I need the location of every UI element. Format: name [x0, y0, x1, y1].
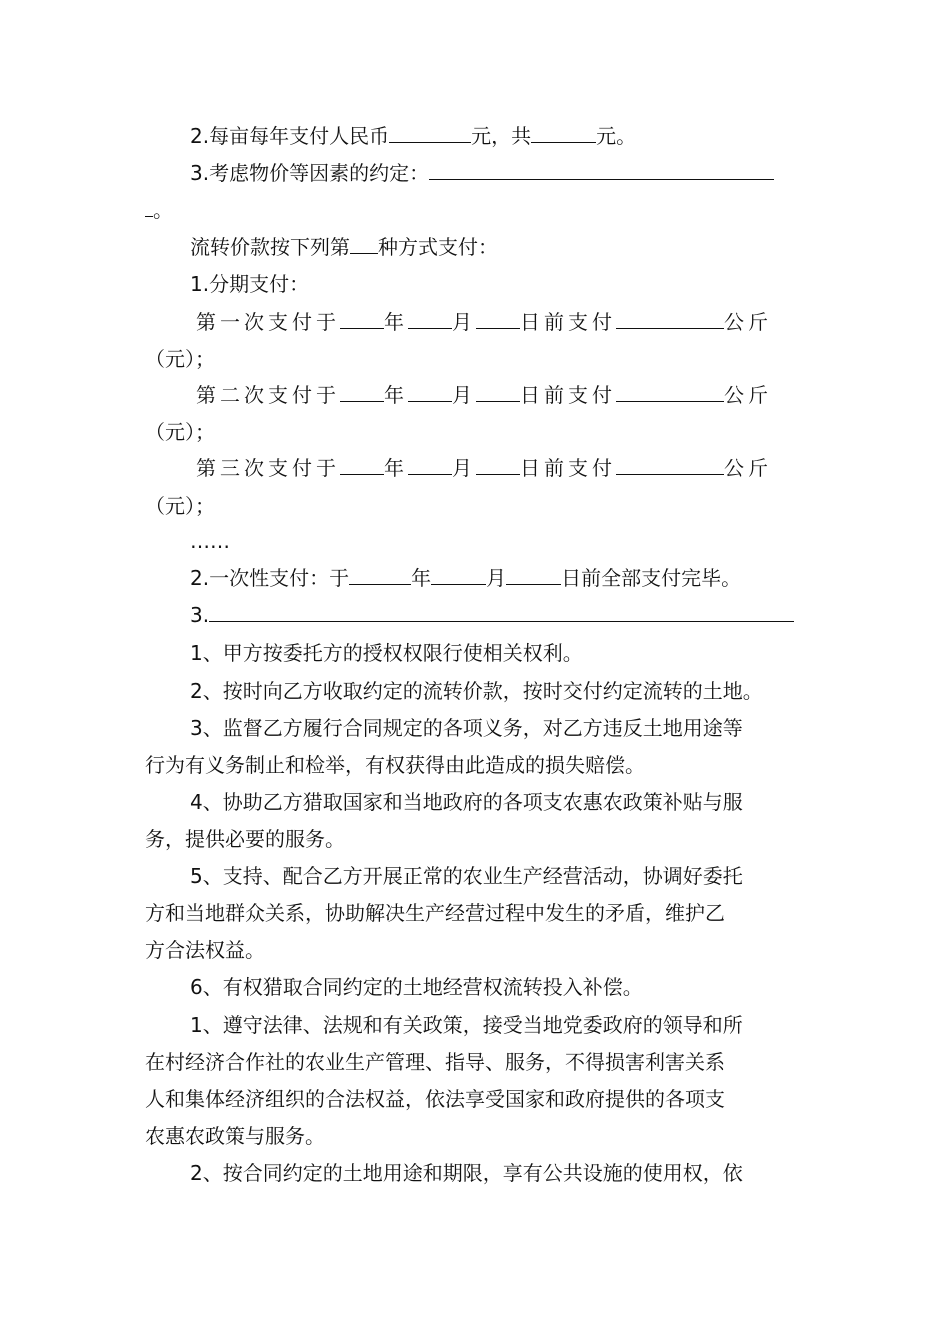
line-text: 在村经济合作社的农业生产管理、指导、服务，不得损害利害关系	[145, 1050, 725, 1074]
text-line-6	[196, 304, 820, 341]
text-line-18	[145, 747, 820, 784]
line-text: 种方式支付：	[378, 235, 498, 259]
fill-in-blank	[429, 160, 774, 180]
line-text: 日前全部支付完毕。	[561, 566, 742, 590]
text-line-13	[190, 560, 820, 597]
fill-in-blank	[408, 455, 452, 475]
line-text: ……	[190, 529, 230, 553]
fill-in-blank	[209, 602, 794, 622]
text-line-25	[190, 1007, 820, 1044]
fill-in-blank	[340, 382, 384, 402]
line-text: 日前支付	[520, 310, 616, 334]
line-text: 月	[452, 456, 476, 480]
fill-in-blank	[349, 565, 411, 585]
line-text: 农惠农政策与服务。	[145, 1124, 325, 1148]
text-line-5	[190, 266, 820, 303]
line-text: 。	[153, 198, 173, 222]
line-text: 3、监督乙方履行合同规定的各项义务，对乙方违反土地用途等	[190, 716, 743, 740]
text-line-26	[145, 1044, 820, 1081]
line-text: 2.一次性支付：于	[190, 566, 350, 590]
line-text: （元）；	[145, 420, 215, 444]
fill-in-blank	[616, 309, 724, 329]
line-text: 4、协助乙方猎取国家和当地政府的各项支农惠农政策补贴与服	[190, 790, 743, 814]
text-line-28	[145, 1118, 820, 1155]
fill-in-blank	[408, 309, 452, 329]
text-line-10	[196, 450, 820, 487]
line-text: 3.考虑物价等因素的约定：	[190, 161, 430, 185]
text-line-15	[190, 635, 820, 672]
text-line-1	[190, 118, 820, 155]
text-line-2	[190, 155, 820, 192]
line-text: 元。	[596, 124, 637, 148]
line-text: 6、有权猎取合同约定的土地经营权流转投入补偿。	[190, 975, 643, 999]
text-line-23	[145, 932, 820, 969]
line-text: 务，提供必要的服务。	[145, 827, 345, 851]
line-text: 月	[452, 310, 476, 334]
text-line-7	[145, 341, 820, 378]
line-text: 第三次支付于	[196, 456, 340, 480]
line-text: 3.	[190, 603, 210, 627]
line-text: （元）；	[145, 347, 215, 371]
line-text: 日前支付	[520, 383, 616, 407]
line-text: （元）；	[145, 494, 215, 518]
fill-in-blank	[431, 565, 486, 585]
fill-in-blank	[350, 234, 378, 254]
line-text: 第二次支付于	[196, 383, 340, 407]
line-text: 年	[384, 383, 408, 407]
fill-in-blank	[145, 197, 153, 217]
fill-in-blank	[616, 382, 724, 402]
text-line-9	[145, 414, 820, 451]
line-text: 月	[452, 383, 476, 407]
text-line-4	[190, 229, 820, 266]
line-text: 日前支付	[520, 456, 616, 480]
fill-in-blank	[340, 455, 384, 475]
line-text: 流转价款按下列第	[190, 235, 350, 259]
line-text: 方合法权益。	[145, 938, 265, 962]
line-text: 第一次支付于	[196, 310, 340, 334]
fill-in-blank	[506, 565, 561, 585]
line-text: 月	[486, 566, 507, 590]
line-text: 2、按时向乙方收取约定的流转价款，按时交付约定流转的土地。	[190, 679, 763, 703]
text-line-22	[145, 895, 820, 932]
line-text: 1、甲方按委托方的授权权限行使相关权利。	[190, 641, 583, 665]
text-line-24	[190, 969, 820, 1006]
fill-in-blank	[616, 455, 724, 475]
text-line-20	[145, 821, 820, 858]
line-text: 1.分期支付：	[190, 272, 310, 296]
text-line-29	[190, 1155, 820, 1192]
text-line-21	[190, 858, 820, 895]
line-text: 人和集体经济组织的合法权益，依法享受国家和政府提供的各项支	[145, 1087, 725, 1111]
text-line-3	[145, 192, 820, 229]
fill-in-blank	[389, 123, 471, 143]
text-line-27	[145, 1081, 820, 1118]
text-line-8	[196, 377, 820, 414]
line-text: 1、遵守法律、法规和有关政策，接受当地党委政府的领导和所	[190, 1013, 743, 1037]
fill-in-blank	[476, 309, 520, 329]
line-text: 公斤	[724, 383, 772, 407]
line-text: 公斤	[724, 310, 772, 334]
line-text: 方和当地群众关系，协助解决生产经营过程中发生的矛盾，维护乙	[145, 901, 725, 925]
fill-in-blank	[340, 309, 384, 329]
fill-in-blank	[531, 123, 596, 143]
text-line-14	[190, 597, 820, 634]
line-text: 2、按合同约定的土地用途和期限，享有公共设施的使用权，依	[190, 1161, 743, 1185]
fill-in-blank	[408, 382, 452, 402]
fill-in-blank	[476, 382, 520, 402]
text-line-12	[190, 523, 820, 560]
text-line-17	[190, 710, 820, 747]
text-line-16	[190, 673, 820, 710]
line-text: 2.每亩每年支付人民币	[190, 124, 390, 148]
fill-in-blank	[476, 455, 520, 475]
line-text: 5、支持、配合乙方开展正常的农业生产经营活动，协调好委托	[190, 864, 743, 888]
line-text: 年	[411, 566, 432, 590]
line-text: 公斤	[724, 456, 772, 480]
line-text: 年	[384, 456, 408, 480]
line-text: 行为有义务制止和检举，有权获得由此造成的损失赔偿。	[145, 753, 645, 777]
text-line-19	[190, 784, 820, 821]
text-line-11	[145, 488, 820, 525]
line-text: 元，共	[471, 124, 532, 148]
line-text: 年	[384, 310, 408, 334]
